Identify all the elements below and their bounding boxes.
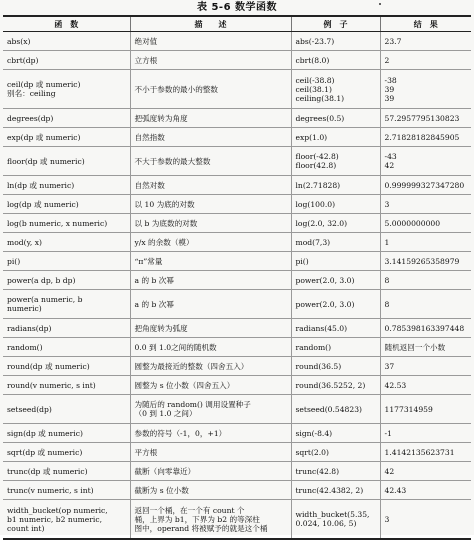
description-cell: 截断（向零靠近）	[130, 462, 291, 481]
function-cell: abs(x)	[3, 32, 130, 51]
table-row	[3, 338, 471, 357]
function-cell: radians(dp)	[3, 319, 130, 338]
column-header-result: 结 果	[380, 16, 471, 32]
description-cell: “π”常量	[130, 252, 291, 271]
function-cell: cbrt(dp)	[3, 51, 130, 70]
result-cell: 3.14159265358979	[380, 252, 471, 271]
result-cell: -1	[380, 424, 471, 443]
description-cell: y/x 的余数（模）	[130, 233, 291, 252]
function-cell: random()	[3, 338, 130, 357]
function-cell: width_bucket(op numeric, b1 numeric, b2 numeric, count int)	[3, 500, 130, 540]
table-body	[3, 32, 471, 540]
description-cell: a 的 b 次幂	[130, 271, 291, 290]
table-row	[3, 290, 471, 319]
function-cell: trunc(v numeric, s int)	[3, 481, 130, 500]
example-cell: trunc(42.4382, 2)	[291, 481, 380, 500]
table-row	[3, 195, 471, 214]
description-cell: 不大于参数的最大整数	[130, 147, 291, 176]
description-cell: 圆整为 s 位小数（四舍五入）	[130, 376, 291, 395]
example-cell: trunc(42.8)	[291, 462, 380, 481]
table-row	[3, 147, 471, 176]
table-row	[3, 481, 471, 500]
description-cell: 把角度转为弧度	[130, 319, 291, 338]
description-cell: 返回一个桶，在一个有 count 个 桶，上界为 b1，下界为 b2 的等深柱 图中，operand 将被赋予的就是这个桶	[130, 500, 291, 540]
function-cell: floor(dp 或 numeric)	[3, 147, 130, 176]
description-cell: 立方根	[130, 51, 291, 70]
example-cell: power(2.0, 3.0)	[291, 271, 380, 290]
result-cell: 随机返回一个小数	[380, 338, 471, 357]
example-cell: log(100.0)	[291, 195, 380, 214]
example-cell: sqrt(2.0)	[291, 443, 380, 462]
example-cell: power(2.0, 3.0)	[291, 290, 380, 319]
result-cell: 57.2957795130823	[380, 109, 471, 128]
table-row	[3, 252, 471, 271]
table-row	[3, 176, 471, 195]
example-cell: floor(-42.8) floor(42.8)	[291, 147, 380, 176]
result-cell: 5.0000000000	[380, 214, 471, 233]
result-cell: 1	[380, 233, 471, 252]
example-cell: cbrt(8.0)	[291, 51, 380, 70]
example-cell: setseed(0.54823)	[291, 395, 380, 424]
description-cell: 以 10 为底的对数	[130, 195, 291, 214]
function-cell: mod(y, x)	[3, 233, 130, 252]
result-cell: 8	[380, 271, 471, 290]
example-cell: random()	[291, 338, 380, 357]
scan-speck	[379, 3, 381, 5]
column-header-description: 描 述	[130, 16, 291, 32]
function-cell: log(b numeric, x numeric)	[3, 214, 130, 233]
description-cell: 圆整为最接近的整数（四舍五入）	[130, 357, 291, 376]
function-cell: log(dp 或 numeric)	[3, 195, 130, 214]
result-cell: 0.785398163397448	[380, 319, 471, 338]
table-row	[3, 376, 471, 395]
result-cell: 42.53	[380, 376, 471, 395]
description-cell: 平方根	[130, 443, 291, 462]
table-row	[3, 214, 471, 233]
example-cell: log(2.0, 32.0)	[291, 214, 380, 233]
table-row	[3, 271, 471, 290]
result-cell: 0.999999327347280	[380, 176, 471, 195]
description-cell: 不小于参数的最小的整数	[130, 70, 291, 109]
table-row	[3, 128, 471, 147]
example-cell: mod(7,3)	[291, 233, 380, 252]
header-row	[3, 16, 471, 32]
function-cell: round(v numeric, s int)	[3, 376, 130, 395]
function-cell: round(dp 或 numeric)	[3, 357, 130, 376]
example-cell: radians(45.0)	[291, 319, 380, 338]
table-row	[3, 319, 471, 338]
result-cell: 23.7	[380, 32, 471, 51]
table-row	[3, 395, 471, 424]
function-cell: power(a dp, b dp)	[3, 271, 130, 290]
example-cell: sign(-8.4)	[291, 424, 380, 443]
function-cell: degrees(dp)	[3, 109, 130, 128]
table-row	[3, 51, 471, 70]
description-cell: 自然对数	[130, 176, 291, 195]
result-cell: -38 39 39	[380, 70, 471, 109]
result-cell: 3	[380, 195, 471, 214]
function-cell: power(a numeric, b numeric)	[3, 290, 130, 319]
result-cell: 1177314959	[380, 395, 471, 424]
example-cell: ceil(-38.8) ceil(38.1) ceiling(38.1)	[291, 70, 380, 109]
table-row	[3, 109, 471, 128]
result-cell: -43 42	[380, 147, 471, 176]
example-cell: pi()	[291, 252, 380, 271]
result-cell: 2	[380, 51, 471, 70]
table-row	[3, 32, 471, 51]
description-cell: 把弧度转为角度	[130, 109, 291, 128]
description-cell: a 的 b 次幂	[130, 290, 291, 319]
table-row	[3, 462, 471, 481]
function-cell: ceil(dp 或 numeric) 别名：ceiling	[3, 70, 130, 109]
function-cell: setseed(dp)	[3, 395, 130, 424]
table-row	[3, 424, 471, 443]
example-cell: ln(2.71828)	[291, 176, 380, 195]
example-cell: round(36.5)	[291, 357, 380, 376]
table-row	[3, 233, 471, 252]
result-cell: 8	[380, 290, 471, 319]
example-cell: exp(1.0)	[291, 128, 380, 147]
function-cell: trunc(dp 或 numeric)	[3, 462, 130, 481]
column-header-function: 函 数	[3, 16, 130, 32]
description-cell: 自然指数	[130, 128, 291, 147]
result-cell: 37	[380, 357, 471, 376]
description-cell: 绝对值	[130, 32, 291, 51]
table-row	[3, 443, 471, 462]
column-header-example: 例 子	[291, 16, 380, 32]
example-cell: abs(-23.7)	[291, 32, 380, 51]
description-cell: 0.0 到 1.0之间的随机数	[130, 338, 291, 357]
result-cell: 3	[380, 500, 471, 540]
example-cell: round(36.5252, 2)	[291, 376, 380, 395]
table-row	[3, 357, 471, 376]
result-cell: 42	[380, 462, 471, 481]
result-cell: 42.43	[380, 481, 471, 500]
description-cell: 截断为 s 位小数	[130, 481, 291, 500]
description-cell: 参数的符号（-1，0，+1）	[130, 424, 291, 443]
description-cell: 为随后的 random() 调用设置种子 （0 到 1.0 之间）	[130, 395, 291, 424]
function-cell: sign(dp 或 numeric)	[3, 424, 130, 443]
example-cell: width_bucket(5.35, 0.024, 10.06, 5)	[291, 500, 380, 540]
description-cell: 以 b 为底数的对数	[130, 214, 291, 233]
function-cell: exp(dp 或 numeric)	[3, 128, 130, 147]
math-functions-table	[3, 15, 471, 540]
table-row	[3, 500, 471, 540]
function-cell: pi()	[3, 252, 130, 271]
function-cell: sqrt(dp 或 numeric)	[3, 443, 130, 462]
result-cell: 2.71828182845905	[380, 128, 471, 147]
table-row	[3, 70, 471, 109]
example-cell: degrees(0.5)	[291, 109, 380, 128]
result-cell: 1.4142135623731	[380, 443, 471, 462]
table-caption: 表 5-6 数学函数	[196, 2, 278, 13]
function-cell: ln(dp 或 numeric)	[3, 176, 130, 195]
